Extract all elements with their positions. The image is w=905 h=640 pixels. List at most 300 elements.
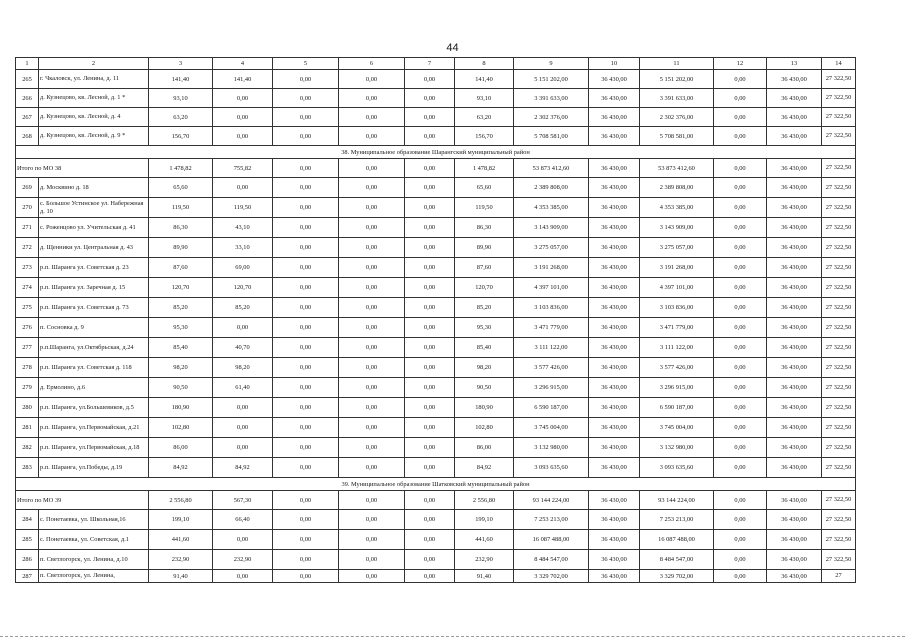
table-cell: 0,00: [273, 218, 339, 238]
table-cell: 43,10: [213, 218, 273, 238]
table-cell: 86,00: [455, 438, 514, 458]
table-cell: 0,00: [405, 530, 455, 550]
table-row: [16, 198, 856, 218]
table-cell: 180,90: [455, 398, 514, 418]
table-cell: 95,30: [149, 318, 213, 338]
table-cell: 89,90: [455, 238, 514, 258]
table-cell: 0,00: [339, 178, 405, 198]
table-cell: 36 430,00: [767, 510, 822, 530]
subtotal-cell: 0,00: [405, 159, 455, 178]
table-cell: 0,00: [405, 218, 455, 238]
table-cell: 36 430,00: [767, 278, 822, 298]
table-cell: 36 430,00: [767, 458, 822, 478]
table-cell: 0,00: [405, 178, 455, 198]
table-cell: 0,00: [273, 108, 339, 127]
table-row: [16, 398, 856, 418]
column-header: 12: [714, 58, 767, 70]
table-cell: 3 132 980,00: [640, 438, 714, 458]
table-cell: 85,40: [149, 338, 213, 358]
table-cell: 95,30: [455, 318, 514, 338]
table-cell: 0,00: [405, 127, 455, 146]
table-cell: 27 322,50: [822, 530, 856, 550]
section-row: [16, 146, 856, 159]
table-cell: 27 322,50: [822, 438, 856, 458]
table-cell: 6 590 187,00: [514, 398, 589, 418]
table-cell: 36 430,00: [767, 438, 822, 458]
table-cell: 27 322,50: [822, 338, 856, 358]
table-cell: 441,60: [149, 530, 213, 550]
address-cell: д. Москвино д. 18: [39, 178, 149, 198]
table-cell: 27 322,50: [822, 218, 856, 238]
subtotal-cell: 567,30: [213, 491, 273, 510]
table-cell: 3 111 122,00: [514, 338, 589, 358]
table-cell: 36 430,00: [767, 398, 822, 418]
table-cell: 0,00: [273, 338, 339, 358]
table-cell: 3 111 122,00: [640, 338, 714, 358]
table-cell: 0,00: [714, 238, 767, 258]
row-number: 275: [16, 298, 39, 318]
table-cell: 36 430,00: [767, 530, 822, 550]
table-cell: 102,80: [149, 418, 213, 438]
table-cell: 27 322,50: [822, 398, 856, 418]
table-cell: 8 484 547,00: [514, 550, 589, 570]
row-number: 265: [16, 70, 39, 89]
column-header: 11: [640, 58, 714, 70]
table-cell: 3 391 633,00: [640, 89, 714, 108]
address-cell: д. Ермолино, д.6: [39, 378, 149, 398]
subtotal-cell: 0,00: [339, 491, 405, 510]
address-cell: р.п. Шаранга, ул.Победы, д.19: [39, 458, 149, 478]
subtotal-cell: 755,82: [213, 159, 273, 178]
table-cell: 98,20: [455, 358, 514, 378]
table-cell: 27 322,50: [822, 358, 856, 378]
table-cell: 0,00: [213, 89, 273, 108]
table-cell: 0,00: [714, 438, 767, 458]
table-cell: 36 430,00: [767, 258, 822, 278]
column-header: 3: [149, 58, 213, 70]
table-cell: 4 397 101,00: [640, 278, 714, 298]
column-header: 8: [455, 58, 514, 70]
table-cell: 87,60: [455, 258, 514, 278]
address-cell: д. Кузнецово, кв. Лесной, д. 9 *: [39, 127, 149, 146]
table-cell: 0,00: [273, 570, 339, 583]
table-cell: 3 103 836,00: [640, 298, 714, 318]
table-cell: 0,00: [405, 510, 455, 530]
row-number: 272: [16, 238, 39, 258]
table-cell: 3 143 909,00: [514, 218, 589, 238]
address-cell: с. Большое Устинское ул. Набережная д. 10: [39, 198, 149, 218]
table-cell: 0,00: [714, 338, 767, 358]
row-number: 282: [16, 438, 39, 458]
table-cell: 27 322,50: [822, 258, 856, 278]
address-cell: п. Сосновка д. 9: [39, 318, 149, 338]
table-cell: 0,00: [405, 338, 455, 358]
table-row: [16, 298, 856, 318]
table-cell: 65,60: [455, 178, 514, 198]
table-cell: 0,00: [213, 178, 273, 198]
subtotal-cell: 2 556,80: [149, 491, 213, 510]
table-cell: 16 087 488,00: [640, 530, 714, 550]
row-number: 277: [16, 338, 39, 358]
table-cell: 156,70: [149, 127, 213, 146]
table-cell: 36 430,00: [767, 550, 822, 570]
table-cell: 36 430,00: [767, 70, 822, 89]
table-cell: 0,00: [273, 89, 339, 108]
table-cell: 0,00: [213, 108, 273, 127]
table-cell: 36 430,00: [767, 127, 822, 146]
table-cell: 27 322,50: [822, 378, 856, 398]
table-cell: 0,00: [405, 438, 455, 458]
column-header: 13: [767, 58, 822, 70]
table-cell: 61,40: [213, 378, 273, 398]
column-header: 9: [514, 58, 589, 70]
table-cell: 4 353 385,00: [640, 198, 714, 218]
table-cell: 0,00: [339, 510, 405, 530]
table-cell: 36 430,00: [589, 570, 640, 583]
table-cell: 119,50: [455, 198, 514, 218]
table-cell: 36 430,00: [767, 570, 822, 583]
table-cell: 199,10: [149, 510, 213, 530]
table-cell: 0,00: [339, 570, 405, 583]
subtotal-row: [16, 491, 856, 510]
subtotal-cell: 36 430,00: [767, 491, 822, 510]
column-header: 1: [16, 58, 39, 70]
column-header: 5: [273, 58, 339, 70]
subtotal-cell: 0,00: [339, 159, 405, 178]
table-cell: 36 430,00: [589, 218, 640, 238]
table-cell: 65,60: [149, 178, 213, 198]
table-cell: 85,20: [455, 298, 514, 318]
table-cell: 27 322,50: [822, 198, 856, 218]
table-cell: 89,90: [149, 238, 213, 258]
row-number: 286: [16, 550, 39, 570]
table-cell: 0,00: [714, 198, 767, 218]
table-cell: 2 302 376,00: [514, 108, 589, 127]
table-cell: 5 151 202,00: [640, 70, 714, 89]
table-row: [16, 438, 856, 458]
table-row: [16, 510, 856, 530]
table-cell: 3 296 915,00: [640, 378, 714, 398]
table-cell: 0,00: [714, 178, 767, 198]
table-cell: 3 745 004,00: [640, 418, 714, 438]
table-cell: 0,00: [339, 258, 405, 278]
table-cell: 36 430,00: [767, 378, 822, 398]
subtotal-cell: 36 430,00: [589, 491, 640, 510]
table-cell: 6 590 187,00: [640, 398, 714, 418]
table-cell: 5 708 581,00: [514, 127, 589, 146]
table-cell: 0,00: [405, 89, 455, 108]
subtotal-cell: 36 430,00: [589, 159, 640, 178]
table-cell: 0,00: [339, 278, 405, 298]
table-row: [16, 318, 856, 338]
table-cell: 0,00: [339, 398, 405, 418]
table-cell: 33,10: [213, 238, 273, 258]
row-number: 287: [16, 570, 39, 583]
table-header-row: [16, 58, 856, 70]
table-cell: 87,60: [149, 258, 213, 278]
address-cell: д. Кузнецово, кв. Лесной, д. 4: [39, 108, 149, 127]
table-cell: 232,90: [149, 550, 213, 570]
table-cell: 0,00: [273, 238, 339, 258]
table-cell: 36 430,00: [767, 298, 822, 318]
table-cell: 0,00: [714, 458, 767, 478]
row-number: 273: [16, 258, 39, 278]
table-cell: 3 275 057,00: [514, 238, 589, 258]
subtotal-row: [16, 159, 856, 178]
table-row: [16, 570, 856, 583]
table-cell: 0,00: [405, 550, 455, 570]
table-cell: 36 430,00: [767, 418, 822, 438]
table-cell: 0,00: [273, 127, 339, 146]
table-cell: 0,00: [339, 358, 405, 378]
table-cell: 36 430,00: [589, 238, 640, 258]
table-cell: 0,00: [339, 378, 405, 398]
address-cell: р.п. Шаранга, ул.Первомайская, д.21: [39, 418, 149, 438]
table-cell: 0,00: [405, 70, 455, 89]
table-cell: 0,00: [339, 550, 405, 570]
table-cell: 7 253 213,00: [640, 510, 714, 530]
table-cell: 27 322,50: [822, 108, 856, 127]
table-cell: 232,90: [455, 550, 514, 570]
table-cell: 36 430,00: [589, 510, 640, 530]
table-row: [16, 550, 856, 570]
row-number: 285: [16, 530, 39, 550]
table-cell: 36 430,00: [589, 108, 640, 127]
table-cell: 0,00: [714, 70, 767, 89]
address-cell: д. Кузнецово, кв. Лесной, д. 1 *: [39, 89, 149, 108]
table-cell: 36 430,00: [589, 178, 640, 198]
table-cell: 0,00: [405, 570, 455, 583]
table-cell: 90,50: [149, 378, 213, 398]
table-cell: 0,00: [213, 530, 273, 550]
address-cell: г. Чкаловск, ул. Ленина, д. 11: [39, 70, 149, 89]
table-cell: 84,92: [213, 458, 273, 478]
table-cell: 3 577 426,00: [640, 358, 714, 378]
table-cell: 0,00: [405, 418, 455, 438]
table-cell: 0,00: [339, 298, 405, 318]
table-cell: 0,00: [213, 438, 273, 458]
table-cell: 120,70: [149, 278, 213, 298]
table-cell: 119,50: [213, 198, 273, 218]
subtotal-label: Итого по МО 39: [16, 491, 149, 510]
row-number: 266: [16, 89, 39, 108]
table-cell: 3 191 268,00: [514, 258, 589, 278]
section-title: 39. Муниципальное образование Шатковский муниципальный район: [16, 478, 856, 491]
address-cell: р.п.Шаранга, ул.Октябрьская, д.24: [39, 338, 149, 358]
subtotal-cell: 1 478,82: [149, 159, 213, 178]
subtotal-cell: 53 873 412,60: [514, 159, 589, 178]
table-cell: 90,50: [455, 378, 514, 398]
table-cell: 0,00: [273, 198, 339, 218]
table-cell: 27 322,50: [822, 89, 856, 108]
table-cell: 0,00: [339, 418, 405, 438]
table-cell: 36 430,00: [589, 127, 640, 146]
table-cell: 36 430,00: [589, 318, 640, 338]
table-cell: 141,40: [213, 70, 273, 89]
table-cell: 85,20: [213, 298, 273, 318]
row-number: 276: [16, 318, 39, 338]
table-cell: 27 322,50: [822, 298, 856, 318]
table-cell: 98,20: [149, 358, 213, 378]
table-cell: 27 322,50: [822, 238, 856, 258]
page-bottom-edge: [0, 636, 905, 637]
table-row: [16, 238, 856, 258]
register-table: [15, 57, 856, 583]
table-cell: 102,80: [455, 418, 514, 438]
table-cell: 0,00: [339, 238, 405, 258]
row-number: 270: [16, 198, 39, 218]
table-cell: 0,00: [714, 318, 767, 338]
column-header: 2: [39, 58, 149, 70]
table-cell: 0,00: [405, 398, 455, 418]
table-cell: 63,20: [455, 108, 514, 127]
table-cell: 0,00: [213, 127, 273, 146]
table-cell: 0,00: [213, 318, 273, 338]
subtotal-cell: 36 430,00: [767, 159, 822, 178]
table-cell: 36 430,00: [767, 178, 822, 198]
table-cell: 98,20: [213, 358, 273, 378]
table-cell: 7 253 213,00: [514, 510, 589, 530]
row-number: 274: [16, 278, 39, 298]
table-cell: 36 430,00: [589, 198, 640, 218]
row-number: 271: [16, 218, 39, 238]
row-number: 279: [16, 378, 39, 398]
table-cell: 66,40: [213, 510, 273, 530]
table-cell: 86,30: [149, 218, 213, 238]
row-number: 281: [16, 418, 39, 438]
table-cell: 199,10: [455, 510, 514, 530]
table-cell: 36 430,00: [589, 458, 640, 478]
table-cell: 0,00: [714, 398, 767, 418]
table-cell: 0,00: [714, 298, 767, 318]
table-cell: 119,50: [149, 198, 213, 218]
table-cell: 0,00: [405, 358, 455, 378]
table-row: [16, 530, 856, 550]
table-cell: 93,10: [455, 89, 514, 108]
table-cell: 0,00: [339, 530, 405, 550]
address-cell: д. Щенники ул. Центральная д. 43: [39, 238, 149, 258]
table-row: [16, 338, 856, 358]
address-cell: с. Роженцово ул. Учительская д. 41: [39, 218, 149, 238]
table-cell: 3 329 702,00: [640, 570, 714, 583]
table-cell: 16 087 488,00: [514, 530, 589, 550]
address-cell: р.п. Шаранга, ул.Большевиков, д.5: [39, 398, 149, 418]
table-cell: 86,30: [455, 218, 514, 238]
table-cell: 0,00: [339, 89, 405, 108]
table-cell: 0,00: [339, 108, 405, 127]
table-cell: 36 430,00: [767, 338, 822, 358]
table-cell: 27 322,50: [822, 178, 856, 198]
table-cell: 180,90: [149, 398, 213, 418]
table-cell: 3 471 779,00: [640, 318, 714, 338]
table-cell: 0,00: [339, 438, 405, 458]
table-cell: 0,00: [714, 530, 767, 550]
table-cell: 5 151 202,00: [514, 70, 589, 89]
table-cell: 86,00: [149, 438, 213, 458]
address-cell: п. Светлогорск, ул. Ленина,: [39, 570, 149, 583]
table-cell: 27 322,50: [822, 418, 856, 438]
table-cell: 156,70: [455, 127, 514, 146]
table-cell: 85,40: [455, 338, 514, 358]
table-cell: 36 430,00: [767, 89, 822, 108]
table-row: [16, 218, 856, 238]
table-cell: 36 430,00: [589, 418, 640, 438]
table-cell: 36 430,00: [589, 398, 640, 418]
table-cell: 0,00: [405, 458, 455, 478]
row-number: 283: [16, 458, 39, 478]
address-cell: р.п. Шаранга, ул.Первомайская, д.18: [39, 438, 149, 458]
table-cell: 0,00: [273, 278, 339, 298]
row-number: 269: [16, 178, 39, 198]
table-cell: 0,00: [714, 570, 767, 583]
subtotal-label: Итого по МО 38: [16, 159, 149, 178]
address-cell: с. Понетаевка, ул. Советская, д.1: [39, 530, 149, 550]
table-cell: 36 430,00: [589, 278, 640, 298]
table-cell: 0,00: [714, 278, 767, 298]
table-cell: 3 191 268,00: [640, 258, 714, 278]
table-cell: 36 430,00: [589, 338, 640, 358]
address-cell: с. Понетаевка, ул. Школьная,16: [39, 510, 149, 530]
table-cell: 0,00: [405, 238, 455, 258]
section-row: [16, 478, 856, 491]
address-cell: р.п. Шаранга ул. Заречная д. 15: [39, 278, 149, 298]
table-row: [16, 89, 856, 108]
table-cell: 91,40: [149, 570, 213, 583]
table-cell: 232,90: [213, 550, 273, 570]
table-row: [16, 70, 856, 89]
table-cell: 0,00: [273, 398, 339, 418]
table-cell: 36 430,00: [589, 70, 640, 89]
table-cell: 2 389 808,00: [640, 178, 714, 198]
table-row: [16, 127, 856, 146]
page-number: 44: [446, 42, 459, 54]
table-cell: 141,40: [149, 70, 213, 89]
table-cell: 40,70: [213, 338, 273, 358]
table-cell: 0,00: [273, 358, 339, 378]
table-cell: 0,00: [405, 298, 455, 318]
table-row: [16, 108, 856, 127]
table-cell: 0,00: [714, 418, 767, 438]
table-cell: 36 430,00: [589, 378, 640, 398]
table-cell: 0,00: [273, 178, 339, 198]
table-cell: 0,00: [714, 89, 767, 108]
table-cell: 441,60: [455, 530, 514, 550]
table-cell: 0,00: [405, 278, 455, 298]
table-cell: 0,00: [405, 318, 455, 338]
table-cell: 36 430,00: [589, 258, 640, 278]
subtotal-cell: 0,00: [273, 159, 339, 178]
table-cell: 91,40: [455, 570, 514, 583]
table-cell: 0,00: [714, 550, 767, 570]
table-cell: 36 430,00: [589, 550, 640, 570]
table-cell: 120,70: [455, 278, 514, 298]
subtotal-cell: 1 478,82: [455, 159, 514, 178]
address-cell: р.п. Шаранга ул. Советская д. 23: [39, 258, 149, 278]
table-cell: 36 430,00: [767, 358, 822, 378]
table-cell: 36 430,00: [589, 438, 640, 458]
table-cell: 27 322,50: [822, 550, 856, 570]
table-cell: 0,00: [339, 70, 405, 89]
table-cell: 3 143 909,00: [640, 218, 714, 238]
row-number: 278: [16, 358, 39, 378]
address-cell: п. Светлогорск, ул. Ленина, д.10: [39, 550, 149, 570]
table-cell: 69,00: [213, 258, 273, 278]
table-cell: 0,00: [273, 530, 339, 550]
table-cell: 0,00: [273, 378, 339, 398]
table-cell: 36 430,00: [589, 89, 640, 108]
address-cell: р.п. Шаранга ул. Советская д. 118: [39, 358, 149, 378]
table-cell: 3 577 426,00: [514, 358, 589, 378]
